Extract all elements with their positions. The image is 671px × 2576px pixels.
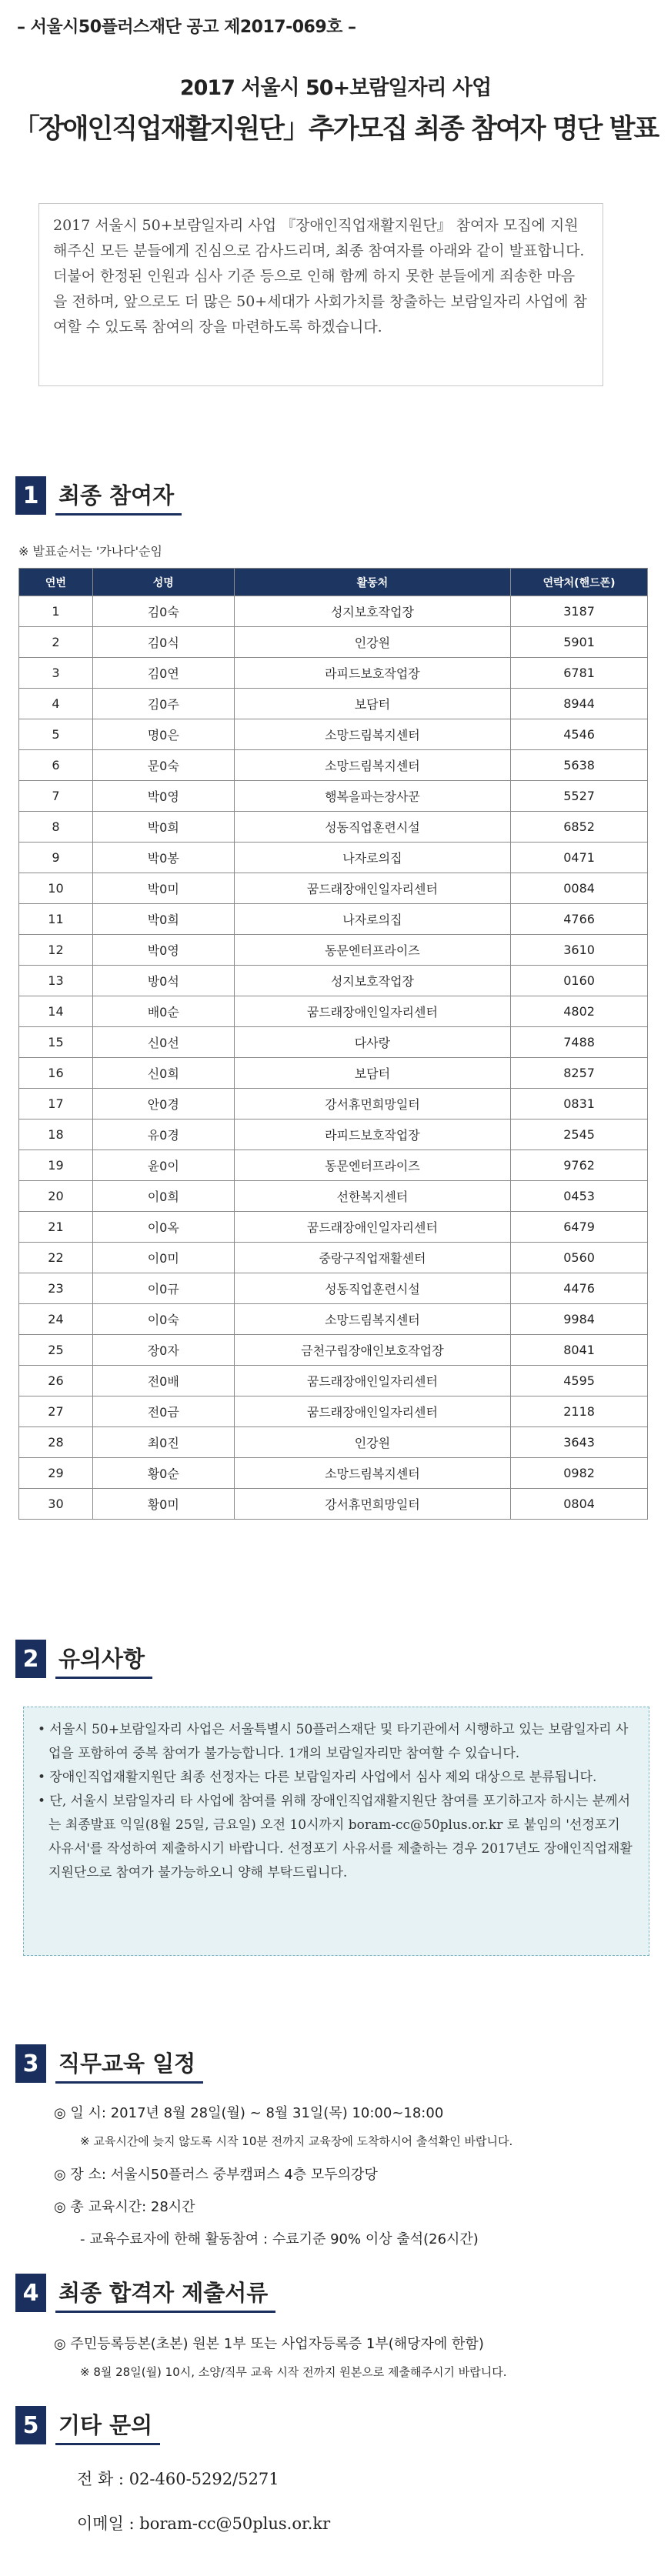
notice-number: – 서울시50플러스재단 공고 제2017-069호 –: [17, 18, 356, 37]
header-workplace: 활동처: [234, 569, 511, 596]
cell-no: 29: [19, 1458, 93, 1489]
cell-name: 황0순: [92, 1458, 234, 1489]
cell-phone: 6781: [511, 658, 648, 689]
caution-item-1: • 서울시 50+보람일자리 사업은 서울특별시 50플러스재단 및 타기관에서 시행하고 있는 보람일자리 사업을 포함하여 중복 참여가 불가능합니다. 1개의 보람일자리만 참여할 수 있습니다.: [38, 1722, 629, 1761]
cell-no: 10: [19, 873, 93, 904]
cell-phone: 0804: [511, 1489, 648, 1520]
participants-table: [18, 568, 648, 1520]
cell-name: 방0석: [92, 966, 234, 996]
cell-workplace: 성동직업훈련시설: [234, 1273, 511, 1304]
section-title-3: 직무교육 일정: [55, 2044, 203, 2084]
cell-phone: 5527: [511, 781, 648, 812]
cell-name: 박0희: [92, 812, 234, 843]
intro-paragraph-2: 더불어 한정된 인원과 심사 기준 등으로 인해 함께 하지 못한 분들에게 죄송한 마음을 전하며, 앞으로도 더 많은 50+세대가 사회가치를 창출하는 보람일자리 사업에 참여할 수 있도록 참여의 장을 마련하도록 하겠습니다.: [53, 268, 587, 335]
table-row: [19, 1396, 648, 1427]
cell-no: 7: [19, 781, 93, 812]
cell-no: 17: [19, 1089, 93, 1119]
cell-no: 13: [19, 966, 93, 996]
section-title-5: 기타 문의: [55, 2406, 160, 2445]
table-row: [19, 689, 648, 719]
contact-email-row: [77, 2511, 330, 2534]
cell-name: 배0순: [92, 996, 234, 1027]
cell-workplace: 금천구립장애인보호작업장: [234, 1335, 511, 1366]
table-row: [19, 1304, 648, 1335]
cell-name: 김0주: [92, 689, 234, 719]
section-title-1: 최종 참여자: [55, 476, 182, 516]
section-title-4: 최종 합격자 제출서류: [55, 2274, 275, 2313]
cell-no: 16: [19, 1058, 93, 1089]
cell-phone: 4546: [511, 719, 648, 750]
cell-phone: 5901: [511, 627, 648, 658]
cell-no: 22: [19, 1243, 93, 1273]
cell-name: 유0경: [92, 1119, 234, 1150]
section-number-3: 3: [15, 2044, 46, 2083]
table-row: [19, 1366, 648, 1396]
cell-name: 신0선: [92, 1027, 234, 1058]
cell-workplace: 꿈드래장애인일자리센터: [234, 996, 511, 1027]
cell-phone: 9762: [511, 1150, 648, 1181]
section-number-4: 4: [15, 2274, 46, 2312]
intro-paragraph-1: 2017 서울시 50+보람일자리 사업 『장애인직업재활지원단』 참여자 모집에 지원해주신 모든 분들에게 진심으로 감사드리며, 최종 참여자를 아래와 같이 발표합니다.: [53, 217, 585, 259]
section-title-2: 유의사항: [55, 1640, 152, 1679]
cell-no: 9: [19, 843, 93, 873]
table-row: [19, 904, 648, 935]
cell-name: 이0미: [92, 1243, 234, 1273]
caution-item-2: • 장애인직업재활지원단 최종 선정자는 다른 보람일자리 사업에서 심사 제외 대상으로 분류됩니다.: [38, 1770, 597, 1785]
cell-phone: 7488: [511, 1027, 648, 1058]
cell-workplace: 꿈드래장애인일자리센터: [234, 1366, 511, 1396]
cell-phone: 3643: [511, 1427, 648, 1458]
cell-no: 27: [19, 1396, 93, 1427]
cell-name: 안0경: [92, 1089, 234, 1119]
cell-name: 신0희: [92, 1058, 234, 1089]
cell-workplace: 성동직업훈련시설: [234, 812, 511, 843]
cell-phone: 0084: [511, 873, 648, 904]
cell-workplace: 강서휴먼희망일터: [234, 1089, 511, 1119]
table-row: [19, 1027, 648, 1058]
cell-name: 전0배: [92, 1366, 234, 1396]
cell-no: 4: [19, 689, 93, 719]
page-title-line1: 2017 서울시 50+보람일자리 사업: [179, 76, 492, 100]
section-number-1: 1: [15, 476, 46, 515]
table-row: [19, 627, 648, 658]
intro-box: [38, 203, 603, 386]
cell-phone: 0560: [511, 1243, 648, 1273]
cell-no: 3: [19, 658, 93, 689]
cell-no: 24: [19, 1304, 93, 1335]
cell-workplace: 소망드림복지센터: [234, 750, 511, 781]
table-row: [19, 750, 648, 781]
header-no: 연번: [19, 569, 93, 596]
cell-name: 문0숙: [92, 750, 234, 781]
cell-phone: 8041: [511, 1335, 648, 1366]
cell-phone: 4766: [511, 904, 648, 935]
table-row: [19, 1058, 648, 1089]
cell-no: 23: [19, 1273, 93, 1304]
cell-no: 14: [19, 996, 93, 1027]
section-header-4: [15, 2273, 275, 2313]
cell-no: 6: [19, 750, 93, 781]
cell-phone: 0453: [511, 1181, 648, 1212]
cell-name: 이0숙: [92, 1304, 234, 1335]
cell-no: 11: [19, 904, 93, 935]
table-row: [19, 1150, 648, 1181]
cell-no: 5: [19, 719, 93, 750]
table-row: [19, 1273, 648, 1304]
cell-name: 김0연: [92, 658, 234, 689]
cell-workplace: 동문엔터프라이즈: [234, 1150, 511, 1181]
table-row: [19, 596, 648, 627]
cell-phone: 4476: [511, 1273, 648, 1304]
table-row: [19, 1335, 648, 1366]
training-completion: - 교육수료자에 한해 활동참여 : 수료기준 90% 이상 출석(26시간): [80, 2231, 479, 2247]
section-number-5: 5: [15, 2406, 46, 2444]
cell-workplace: 소망드림복지센터: [234, 1304, 511, 1335]
header-phone: 연락처(핸드폰): [511, 569, 648, 596]
section-header-2: [15, 1639, 152, 1679]
section-header-1: [15, 475, 182, 516]
cell-name: 전0금: [92, 1396, 234, 1427]
cell-name: 김0식: [92, 627, 234, 658]
cell-name: 명0은: [92, 719, 234, 750]
cell-workplace: 행복을파는장사꾼: [234, 781, 511, 812]
contact-email-label: 이메일 :: [77, 2514, 135, 2533]
table-row: [19, 812, 648, 843]
section-header-3: [15, 2044, 203, 2084]
table-row: [19, 935, 648, 966]
cell-no: 21: [19, 1212, 93, 1243]
cell-workplace: 보담터: [234, 1058, 511, 1089]
cell-phone: 0160: [511, 966, 648, 996]
table-row: [19, 719, 648, 750]
cell-no: 28: [19, 1427, 93, 1458]
table-row: [19, 658, 648, 689]
cell-workplace: 소망드림복지센터: [234, 719, 511, 750]
table-row: [19, 1181, 648, 1212]
training-hours: ◎ 총 교육시간: 28시간: [54, 2199, 195, 2215]
contact-phone-label: 전 화 :: [77, 2470, 124, 2488]
cell-workplace: 성지보호작업장: [234, 966, 511, 996]
cell-workplace: 라피드보호작업장: [234, 1119, 511, 1150]
contact-phone-row: [77, 2467, 279, 2490]
cell-workplace: 나자로의집: [234, 904, 511, 935]
cell-no: 8: [19, 812, 93, 843]
cell-phone: 2545: [511, 1119, 648, 1150]
cell-phone: 8944: [511, 689, 648, 719]
cell-name: 이0옥: [92, 1212, 234, 1243]
cell-workplace: 나자로의집: [234, 843, 511, 873]
contact-email[interactable]: boram-cc@50plus.or.kr: [139, 2514, 331, 2533]
page-title-line2: 「장애인직업재활지원단」추가모집 최종 참여자 명단 발표: [12, 114, 659, 145]
contact-phone: 02-460-5292/5271: [129, 2470, 279, 2488]
cell-name: 박0희: [92, 904, 234, 935]
cell-phone: 6852: [511, 812, 648, 843]
training-place: ◎ 장 소: 서울시50플러스 중부캠퍼스 4층 모두의강당: [54, 2167, 378, 2183]
section-number-2: 2: [15, 1640, 46, 1678]
cell-no: 30: [19, 1489, 93, 1520]
cell-name: 장0자: [92, 1335, 234, 1366]
cell-phone: 3187: [511, 596, 648, 627]
table-row: [19, 1089, 648, 1119]
cell-no: 1: [19, 596, 93, 627]
cell-workplace: 동문엔터프라이즈: [234, 935, 511, 966]
table-row: [19, 966, 648, 996]
participants-table-body: [19, 596, 648, 1520]
table-row: [19, 1427, 648, 1458]
table-row: [19, 1212, 648, 1243]
cell-workplace: 인강원: [234, 1427, 511, 1458]
table-row: [19, 1458, 648, 1489]
cell-workplace: 소망드림복지센터: [234, 1458, 511, 1489]
table-row: [19, 781, 648, 812]
cell-workplace: 보담터: [234, 689, 511, 719]
cell-name: 윤0이: [92, 1150, 234, 1181]
cell-no: 12: [19, 935, 93, 966]
table-row: [19, 1489, 648, 1520]
cell-name: 최0진: [92, 1427, 234, 1458]
cell-workplace: 꿈드래장애인일자리센터: [234, 1396, 511, 1427]
cell-name: 박0미: [92, 873, 234, 904]
table-row: [19, 996, 648, 1027]
table-row: [19, 843, 648, 873]
cell-phone: 2118: [511, 1396, 648, 1427]
cell-workplace: 꿈드래장애인일자리센터: [234, 873, 511, 904]
cell-workplace: 선한복지센터: [234, 1181, 511, 1212]
cautions-box: [23, 1707, 649, 1956]
cell-no: 25: [19, 1335, 93, 1366]
cell-phone: 3610: [511, 935, 648, 966]
order-note: ※ 발표순서는 '가나다'순임: [18, 544, 162, 559]
section-header-5: [15, 2405, 160, 2445]
training-date: ◎ 일 시: 2017년 8월 28일(월) ~ 8월 31일(목) 10:00~18:00: [54, 2105, 444, 2121]
cell-no: 2: [19, 627, 93, 658]
cell-phone: 6479: [511, 1212, 648, 1243]
cell-name: 황0미: [92, 1489, 234, 1520]
table-row: [19, 873, 648, 904]
cell-workplace: 인강원: [234, 627, 511, 658]
caution-item-3: • 단, 서울시 보람일자리 타 사업에 참여를 위해 장애인직업재활지원단 참여를 포기하고자 하시는 분께서는 최종발표 익일(8월 25일, 금요일) 오전 10시까지 boram-cc@50plus.or.kr 로 붙임의 '선정포기 사유서'를 작성하여 제출하시기 바랍니다. 선정포기 사유서를 제출하는 경우 2017년도 장애인직업재활지원단으로 참여가 불가능하오니 양해 부탁드립니다.: [38, 1794, 633, 1880]
cell-name: 박0영: [92, 781, 234, 812]
cell-phone: 0471: [511, 843, 648, 873]
cell-workplace: 중랑구직업재활센터: [234, 1243, 511, 1273]
table-row: [19, 1243, 648, 1273]
cell-workplace: 강서휴먼희망일터: [234, 1489, 511, 1520]
cell-phone: 9984: [511, 1304, 648, 1335]
cell-workplace: 꿈드래장애인일자리센터: [234, 1212, 511, 1243]
cell-no: 19: [19, 1150, 93, 1181]
cell-workplace: 성지보호작업장: [234, 596, 511, 627]
cell-name: 이0규: [92, 1273, 234, 1304]
documents-item: ◎ 주민등록등본(초본) 원본 1부 또는 사업자등록증 1부(해당자에 한함): [54, 2336, 484, 2352]
cell-no: 15: [19, 1027, 93, 1058]
cell-name: 박0영: [92, 935, 234, 966]
cell-phone: 0982: [511, 1458, 648, 1489]
cell-no: 20: [19, 1181, 93, 1212]
header-name: 성명: [92, 569, 234, 596]
cell-phone: 4802: [511, 996, 648, 1027]
cell-workplace: 라피드보호작업장: [234, 658, 511, 689]
cell-no: 26: [19, 1366, 93, 1396]
cell-phone: 4595: [511, 1366, 648, 1396]
cell-name: 김0숙: [92, 596, 234, 627]
cell-name: 박0봉: [92, 843, 234, 873]
cell-phone: 8257: [511, 1058, 648, 1089]
training-date-note: ※ 교육시간에 늦지 않도록 시작 10분 전까지 교육장에 도착하시어 출석확인 바랍니다.: [80, 2134, 513, 2148]
cell-name: 이0희: [92, 1181, 234, 1212]
table-header-row: [19, 569, 648, 596]
cell-phone: 5638: [511, 750, 648, 781]
cell-phone: 0831: [511, 1089, 648, 1119]
cell-workplace: 다사랑: [234, 1027, 511, 1058]
cell-no: 18: [19, 1119, 93, 1150]
documents-note: ※ 8월 28일(월) 10시, 소양/직무 교육 시작 전까지 원본으로 제출해주시기 바랍니다.: [80, 2365, 507, 2379]
table-row: [19, 1119, 648, 1150]
